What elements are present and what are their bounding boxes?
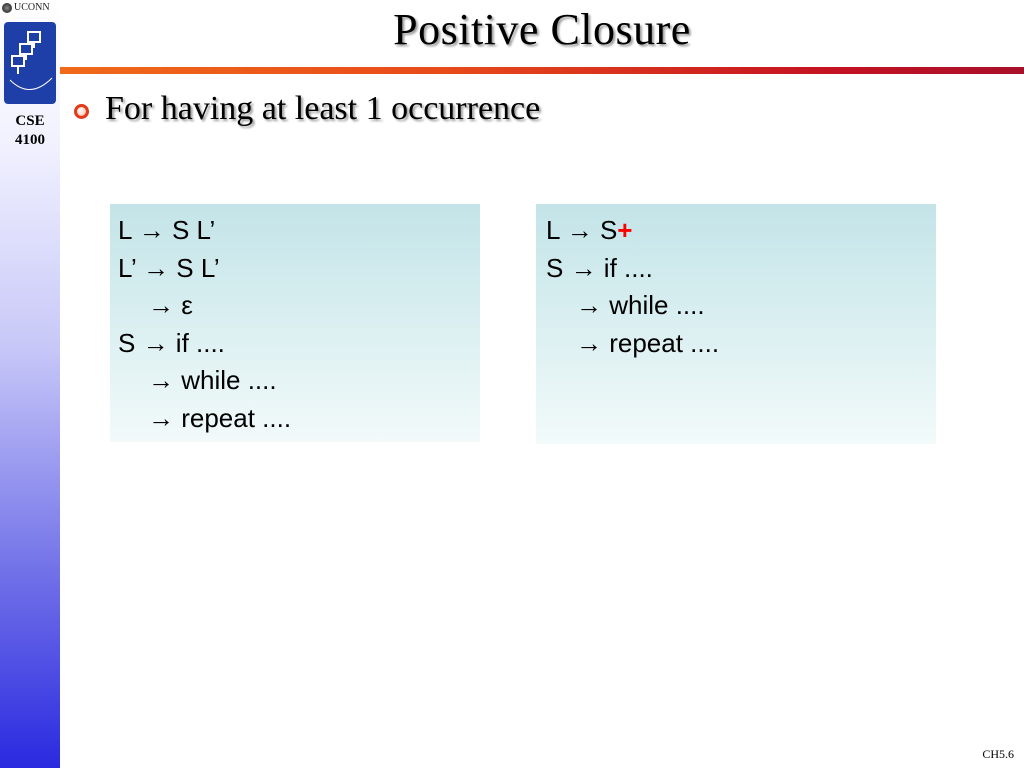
grammar-box-left (110, 204, 480, 442)
page-number: CH5.6 (982, 747, 1014, 761)
grammar-line (546, 287, 936, 325)
department-logo-icon (0, 18, 60, 108)
grammar-line-text: → ε (148, 290, 193, 320)
grammar-line: L’ → S L’ (118, 252, 220, 283)
bullet-text: For having at least 1 occurrence (105, 90, 541, 127)
grammar-line (118, 287, 480, 325)
title-divider (60, 67, 1024, 74)
course-line-1: CSE (15, 113, 45, 129)
slide-title: Positive Closure (393, 5, 691, 54)
grammar-line-text: → repeat .... (148, 402, 292, 433)
grammar-line (118, 400, 480, 438)
university-label: UCONN (14, 2, 50, 13)
plus-symbol: + (617, 215, 633, 245)
grammar-line-text: L → S (546, 215, 618, 245)
university-seal-icon (2, 3, 12, 13)
grammar-line (546, 325, 936, 363)
course-line-2: 4100 (15, 132, 45, 148)
bullet-item (74, 90, 540, 128)
grammar-box-right (536, 204, 936, 444)
course-code (0, 112, 60, 150)
grammar-line-text: → repeat .... (576, 327, 720, 358)
university-header (2, 2, 50, 13)
grammar-line-text: → while .... (148, 365, 277, 395)
sidebar (0, 0, 60, 768)
grammar-line (546, 212, 936, 250)
grammar-line (118, 362, 480, 400)
grammar-line: S → if .... (118, 327, 225, 358)
grammar-line: S → if .... (546, 252, 653, 283)
grammar-line: L → S L’ (118, 215, 216, 245)
bullet-circle-icon (74, 104, 89, 119)
grammar-line-text: → while .... (576, 290, 705, 320)
